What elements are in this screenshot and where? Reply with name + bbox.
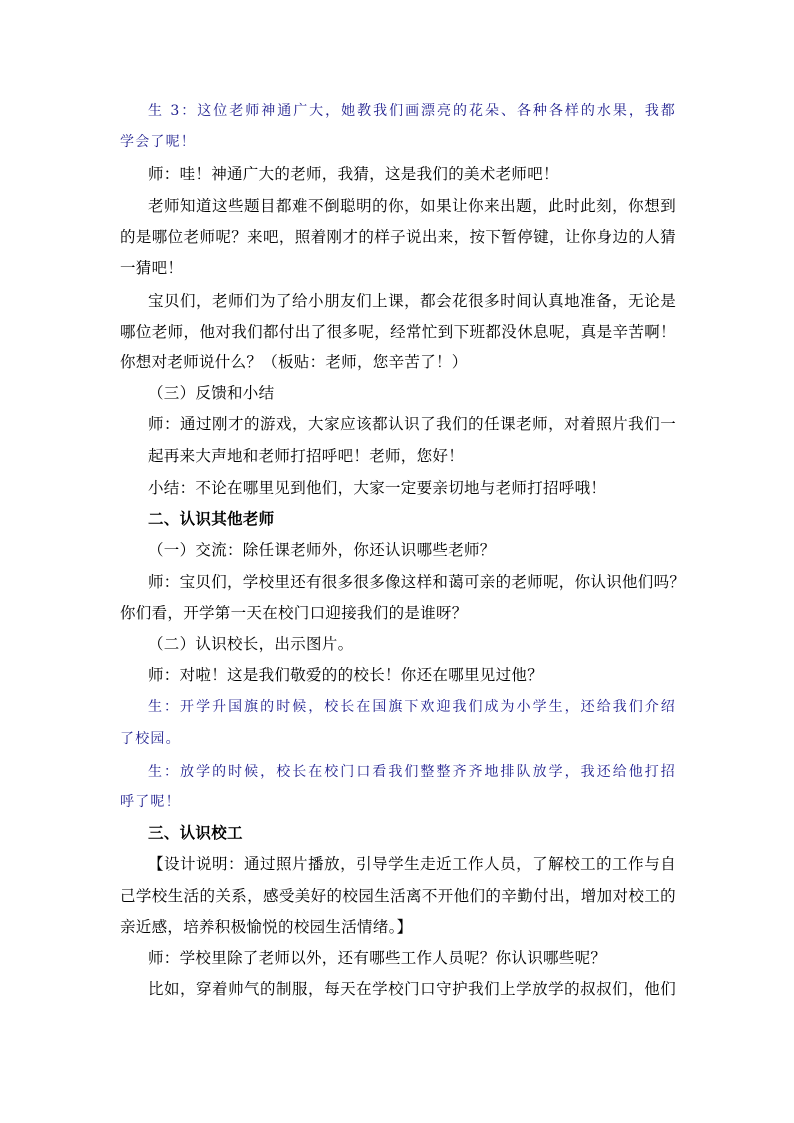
text-line: 老师知道这些题目都难不倒聪明的你，如果让你来出题，此时此刻，你想到 (148, 197, 676, 215)
text-line: 比如，穿着帅气的制服，每天在学校门口守护我们上学放学的叔叔们，他们 (148, 980, 676, 998)
text-line: 师：哇！神通广大的老师，我猜，这是我们的美术老师吧！ (148, 165, 559, 183)
text-line: 你想对老师说什么？（板贴：老师，您辛苦了！） (120, 353, 468, 371)
text-line: 起再来大声地和老师打招呼吧！老师，您好！ (148, 447, 465, 465)
text-line: 呼了呢！ (120, 794, 181, 810)
text-line: 生：放学的时候，校长在校门口看我们整整齐齐地排队放学，我还给他打招 (148, 764, 676, 780)
section-heading: （三）反馈和小结 (148, 384, 275, 402)
text-line: 师：学校里除了老师以外，还有哪些工作人员呢？你认识哪些呢？ (148, 949, 607, 967)
text-line: 哪位老师，他对我们都付出了很多呢，经常忙到下班都没休息呢，真是辛苦啊！ (120, 323, 676, 341)
section-heading: 二、认识其他老师 (148, 510, 275, 528)
text-line: 一猜吧！ (120, 259, 184, 277)
section-heading: （一）交流：除任课老师外，你还认识哪些老师？ (148, 541, 496, 559)
text-line: 师：宝贝们，学校里还有很多很多像这样和蔼可亲的老师呢，你认识他们吗？ (148, 573, 686, 591)
text-line: 己学校生活的关系，感受美好的校园生活离不开他们的辛勤付出，增加对校工的 (120, 887, 676, 905)
text-line: 的是哪位老师呢？来吧，照着刚才的样子说出来，按下暂停键，让你身边的人猜 (120, 228, 676, 246)
section-heading: 三、认识校工 (148, 824, 243, 842)
text-line: 宝贝们，老师们为了给小朋友们上课，都会花很多时间认真地准备，无论是 (148, 292, 676, 310)
section-heading: （二）认识校长，出示图片。 (148, 635, 354, 653)
text-line: 小结：不论在哪里见到他们，大家一定要亲切地与老师打招呼哦！ (148, 479, 607, 497)
text-line: 了校园。 (120, 731, 181, 747)
text-line: 你们看，开学第一天在校门口迎接我们的是谁呀？ (120, 604, 468, 622)
text-line: 师：通过刚才的游戏，大家应该都认识了我们的任课老师，对着照片我们一 (148, 415, 676, 433)
text-line: 生 3：这位老师神通广大，她教我们画漂亮的花朵、各种各样的水果，我都 (148, 103, 676, 119)
text-line: 师：对啦！这是我们敬爱的的校长！你还在哪里见过他？ (148, 666, 544, 684)
text-line: 【设计说明：通过照片播放，引导学生走近工作人员，了解校工的工作与自 (148, 855, 676, 873)
text-line: 亲近感，培养积极愉悦的校园生活情绪。】 (120, 918, 413, 936)
text-line: 学会了呢！ (120, 134, 196, 150)
text-line: 生：开学升国旗的时候，校长在国旗下欢迎我们成为小学生，还给我们介绍 (148, 699, 676, 715)
